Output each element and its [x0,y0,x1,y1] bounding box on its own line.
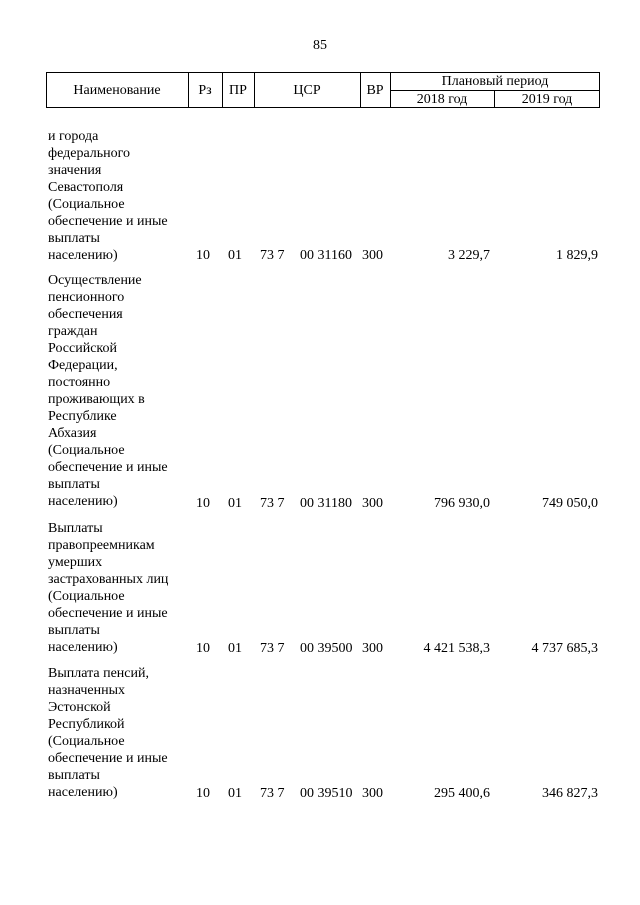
page-number: 85 [313,38,327,53]
header-name: Наименование [73,83,161,98]
row-csr-code: 00 39500 [300,641,353,656]
row-name: Выплаты правопреемникам умерших застрахованных лиц (Социальное обеспечение и иные выплаты населению) [48,521,169,655]
row-value-2018: 796 930,0 [434,496,490,511]
row-rz: 10 [196,496,210,511]
header-csr: ЦСР [293,83,321,98]
row-csr-code: 00 31160 [300,248,352,263]
row-pr: 01 [228,496,242,511]
row-csr-program: 73 7 [260,496,285,511]
row-vr: 300 [362,786,383,801]
header-planned-period: Плановый период [441,74,549,89]
row-pr: 01 [228,786,242,801]
row-value-2019: 346 827,3 [542,786,598,801]
header-year-2018: 2018 год [416,92,468,107]
row-value-2019: 4 737 685,3 [531,641,598,656]
row-vr: 300 [362,248,383,263]
row-csr-program: 73 7 [260,641,285,656]
row-csr-code: 00 39510 [300,786,353,801]
row-value-2018: 295 400,6 [434,786,490,801]
row-csr-program: 73 7 [260,786,285,801]
row-rz: 10 [196,248,210,263]
header-pr: ПР [229,83,247,98]
row-pr: 01 [228,641,242,656]
header-rz: Рз [198,83,212,98]
row-value-2018: 3 229,7 [448,248,490,263]
row-rz: 10 [196,641,210,656]
row-name: Осуществление пенсионного обеспечения граждан Российской Федерации, постоянно проживающих в Республике Абхазия (Социальное обеспечение и иные выплаты населению) [48,273,168,509]
header-divider [390,90,600,91]
header-vr: ВР [366,83,384,98]
row-name: Выплата пенсий, назначенных Эстонской Республикой (Социальное обеспечение и иные выплаты населению) [48,666,168,800]
row-value-2019: 1 829,9 [556,248,598,263]
row-pr: 01 [228,248,242,263]
row-value-2018: 4 421 538,3 [423,641,490,656]
header-year-2019: 2019 год [521,92,573,107]
row-name: и города федерального значения Севастополя (Социальное обеспечение и иные выплаты населению) [48,129,168,263]
row-vr: 300 [362,641,383,656]
row-rz: 10 [196,786,210,801]
row-value-2019: 749 050,0 [542,496,598,511]
row-csr-program: 73 7 [260,248,285,263]
row-vr: 300 [362,496,383,511]
row-csr-code: 00 31180 [300,496,352,511]
